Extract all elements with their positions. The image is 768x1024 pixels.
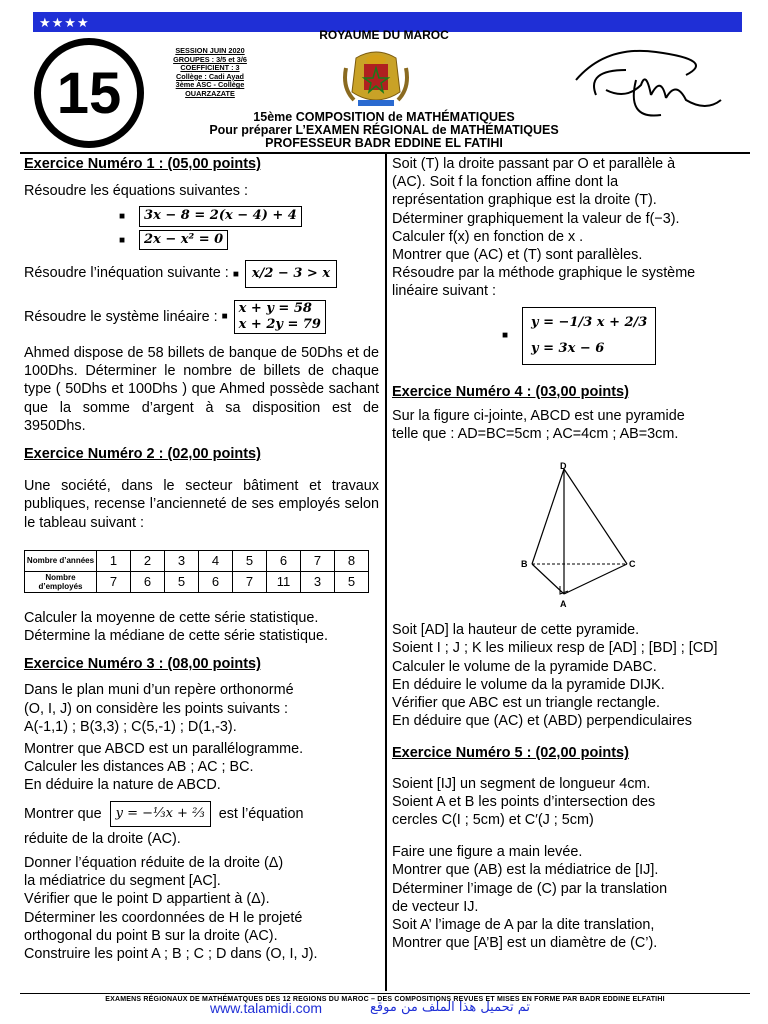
- ex1-sys-label: Résoudre le système linéaire :: [24, 308, 218, 325]
- ex1-eq2: 2x − x² = 0: [139, 230, 228, 250]
- label-c: C: [629, 559, 636, 570]
- column-divider: [385, 153, 387, 991]
- ex5-heading: Exercice Numéro 5 : (02,00 points): [392, 745, 629, 762]
- ex1-heading: Exercice Numéro 1 : (05,00 points): [24, 156, 261, 172]
- ex1-problem: Ahmed dispose de 58 billets de banque de 50Dhs et de 100Dhs. Déterminer le nombre de billets de chaque type ( 50Dhs et 100Dhs ) que Ahmed possède sachant que la somme d’argent à sa disposition est de 3950Dhs.: [24, 345, 379, 434]
- stats-table: [24, 550, 369, 593]
- ex2-q2: Détermine la médiane de cette série statistique.: [24, 628, 328, 645]
- table-row: Nombre d’années 1 2 3 4 5 6 7 8: [25, 550, 369, 571]
- ex1-system: x + y = 58 x + 2y = 79: [234, 300, 326, 334]
- arabic-notice: تم تحميل هذا الملف من موقع: [370, 1000, 531, 1015]
- ex2-heading: Exercice Numéro 2 : (02,00 points): [24, 446, 261, 463]
- ex4-heading: Exercice Numéro 4 : (03,00 points): [392, 383, 629, 400]
- ex3-heading: Exercice Numéro 3 : (08,00 points): [24, 656, 261, 673]
- left-column: Exercice Numéro 1 : (05,00 points) Résoudre les équations suivantes : ■ 3x − 8 = 2(x − 4) + 4 ■ 2x − x² = 0 Résoudre l’inéquation suivante : ■ x/2 − 3 > x Résoudre le système linéaire : ■ x + y = 58 x + 2y = 79 Ahmed dispose de 58 billets de banque de 50Dhs et de 100Dhs. Déterminer le nombre de billets de chaque type ( 50Dhs et 100Dhs ) que Ahmed possède sachant que la somme d’argent à sa disposition est de 3950Dhs. Exercice Numéro 2 : (02,00 points) Une société, dans le secteur bâtiment et travaux publiques, recense l’ancienneté de ses employés selon le tableau suivant : Nombre d’années 1 2 3 4 5 6 7 8 Nombre d’employés 7 6 5 6 7 11 3 5 Calculer la moyenne de cette série statistique. Détermine la médiane de cette série statistique. Exercice Numéro 3 : (08,00 points) Dans le plan muni d’un repère orthonormé (O, I, J) on considère les points suivants : A(-1,1) ; B(3,3) ; C(5,-1) ; D(1,-3). Montrer que ABCD est un parallélogramme. Calculer les distances AB ; AC ; BC. En déduire la nature de ABCD. Montrer que y = −⅓x + ⅔ est l’équation réduite de la droite (AC). Donner l’équation réduite de la droite (Δ) la médiatrice du segment [AC]. Vérifier que le point D appartient à (Δ). Déterminer les coordonnées de H le projeté orthogonal du point B sur la droite (AC). Construire les point A ; B ; C ; D dans (O, I, J).: [24, 156, 379, 963]
- exam-number-badge: 15: [34, 38, 144, 148]
- ex1-ineq-label: Résoudre l’inéquation suivante :: [24, 264, 229, 281]
- stars: ★★★★: [39, 15, 90, 30]
- ex2-intro: Une société, dans le secteur bâtiment et travaux publiques, recense l’ancienneté de ses employés selon le tableau suivant :: [24, 478, 379, 531]
- coat-of-arms-icon: [342, 48, 410, 110]
- ex3-line-equation: y = −⅓x + ⅔: [110, 801, 211, 827]
- ex3-system: y = −1/3 x + 2/3 y = 3x − 6: [522, 307, 656, 365]
- label-d: D: [560, 461, 567, 472]
- ex2-q1: Calculer la moyenne de cette série statistique.: [24, 609, 319, 626]
- footer-text: EXAMENS RÉGIONAUX DE MATHÉMATQUES DES 12 REGIONS DU MAROC – DES COMPOSITIONS REVUES ET MISES EN FORME PAR BADR EDDINE ELFATIHI: [20, 993, 750, 1003]
- ex1-eq1: 3x − 8 = 2(x − 4) + 4: [139, 206, 302, 226]
- ex1-intro: Résoudre les équations suivantes :: [24, 183, 248, 200]
- right-column: Soit (T) la droite passant par O et parallèle à (AC). Soit f la fonction affine dont la représentation graphique est la droite (T). Déterminer graphiquement la valeur de f(−3). Calculer f(x) en fonction de x . Montrer que (AC) et (T) sont parallèles. Résoudre par la méthode graphique le système linéaire suivant : ■ y = −1/3 x + 2/3 y = 3x − 6 Exercice Numéro 4 : (03,00 points) Sur la figure ci-jointe, ABCD est une pyramide telle que : AD=BC=5cm ; AC=4cm ; AB=3cm. D B C A Soit [AD] la hauteur de cette pyramide. Soient I ; J ; K les milieux resp de [AD] ; [BD] ; [CD] Calculer le volume de la pyramide DABC. En déduire le volume da la pyramide DIJK. Vérifier que ABC est un triangle rectangle. En déduire que (AC) et (ABD) perpendiculaires Exercice Numéro 5 : (02,00 points) Soient [IJ] un segment de longueur 4cm. Soient A et B les points d’intersection des cercles C(I ; 5cm) et C′(J ; 5cm) Faire une figure a main levée. Montrer que (AB) est la médiatrice de [IJ]. Déterminer l’image de (C) par la translation de vecteur IJ. Soit A’ l’image de A par la dite translation, Montrer que [A’B] est un diamètre de (C’).: [392, 155, 752, 952]
- site-link[interactable]: www.talamidi.com: [210, 1000, 323, 1016]
- kingdom-title: ROYAUME DU MAROC: [319, 28, 449, 42]
- ex1-ineq: x/2 − 3 > x: [245, 260, 337, 288]
- exam-title: 15ème COMPOSITION de MATHÉMATIQUES Pour préparer L’EXAMEN RÉGIONAL de MATHÉMATIQUES PROFESSEUR BADR EDDINE EL FATIHI: [209, 110, 559, 150]
- session-info: SESSION JUIN 2020 GROUPES : 3/5 et 3/6 COEFFICIENT : 3 Collège : Cadi Ayad 3ème ASC - Collège OUARZAZATE: [173, 46, 247, 98]
- table-row: Nombre d’employés 7 6 5 6 7 11 3 5: [25, 571, 369, 592]
- label-b: B: [521, 559, 528, 570]
- label-a: A: [560, 599, 567, 610]
- pyramid-figure: [512, 461, 642, 611]
